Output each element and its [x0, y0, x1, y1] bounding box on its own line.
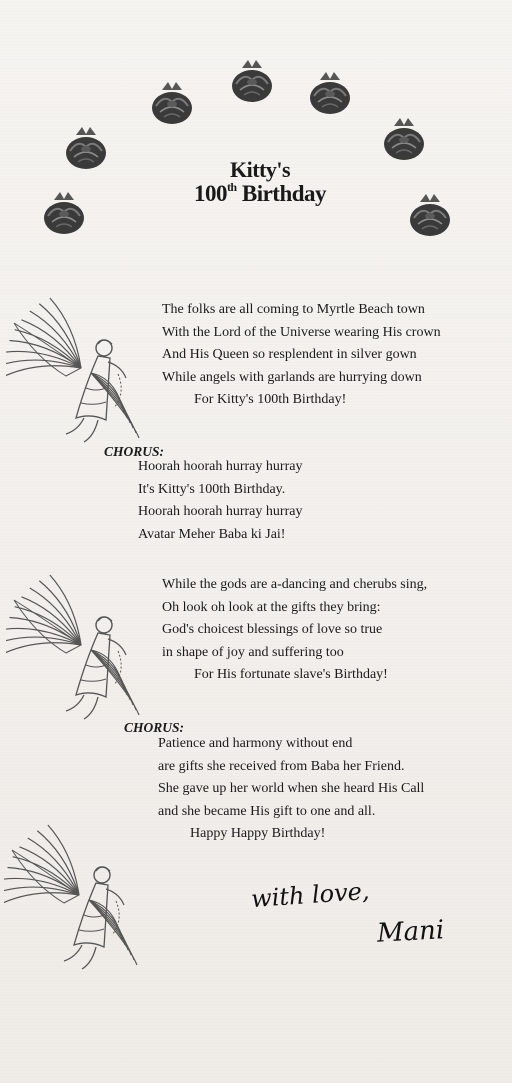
- title-ordinal-suffix: th: [226, 180, 237, 195]
- verse-line: While the gods are a-dancing and cherubs sing,: [162, 577, 428, 592]
- verse-refrain: For Kitty's 100th Birthday!: [194, 392, 347, 407]
- rose-icon: [406, 192, 454, 238]
- signature-closing: with love,: [250, 876, 371, 914]
- title-line-2: [150, 181, 370, 206]
- title-number: 100: [193, 181, 227, 207]
- verse-line: in shape of joy and suffering too: [162, 644, 344, 660]
- verse-line: God's choicest blessings of love so true: [162, 622, 383, 637]
- angel-icon: [4, 815, 154, 975]
- rose-icon: [228, 58, 276, 104]
- rose-icon: [62, 125, 110, 171]
- chorus-refrain: Happy Happy Birthday!: [190, 826, 326, 841]
- verse-line: With the Lord of the Universe wearing His crown: [162, 324, 441, 340]
- signature: [245, 875, 475, 975]
- rose-icon: [306, 70, 354, 116]
- verse-line: And His Queen so resplendent in silver gown: [162, 347, 417, 362]
- verse-line: Oh look oh look at the gifts they bring:: [162, 599, 381, 615]
- signature-name: Mani: [376, 915, 445, 949]
- card-title: [150, 158, 370, 206]
- chorus-line: She gave up her world when she heard His Call: [158, 781, 425, 796]
- chorus-2: [158, 733, 424, 846]
- verse-1: [162, 299, 441, 412]
- rose-icon: [148, 80, 196, 126]
- chorus-line: Hoorah hoorah hurray hurray: [138, 504, 303, 519]
- chorus-line: are gifts she received from Baba her Friend.: [158, 758, 405, 774]
- verse-refrain: For His fortunate slave's Birthday!: [194, 667, 388, 682]
- verse-line: The folks are all coming to Myrtle Beach town: [162, 302, 425, 317]
- chorus-line: It's Kitty's 100th Birthday.: [138, 481, 286, 497]
- chorus-line: Patience and harmony without end: [158, 736, 353, 751]
- rose-icon: [40, 190, 88, 236]
- chorus-label: CHORUS:: [104, 444, 165, 459]
- chorus-line: Avatar Meher Baba ki Jai!: [138, 526, 286, 542]
- verse-2: [162, 574, 427, 687]
- chorus-label: CHORUS:: [124, 720, 185, 735]
- verse-line: While angels with garlands are hurrying down: [162, 369, 422, 385]
- title-line-1: Kitty's: [229, 157, 291, 182]
- rose-icon: [380, 116, 428, 162]
- angel-icon: [6, 288, 156, 448]
- angel-icon: [6, 565, 156, 725]
- chorus-line: and she became His gift to one and all.: [158, 803, 376, 819]
- chorus-1: [138, 456, 302, 546]
- chorus-line: Hoorah hoorah hurray hurray: [138, 459, 303, 474]
- title-word: Birthday: [241, 181, 327, 207]
